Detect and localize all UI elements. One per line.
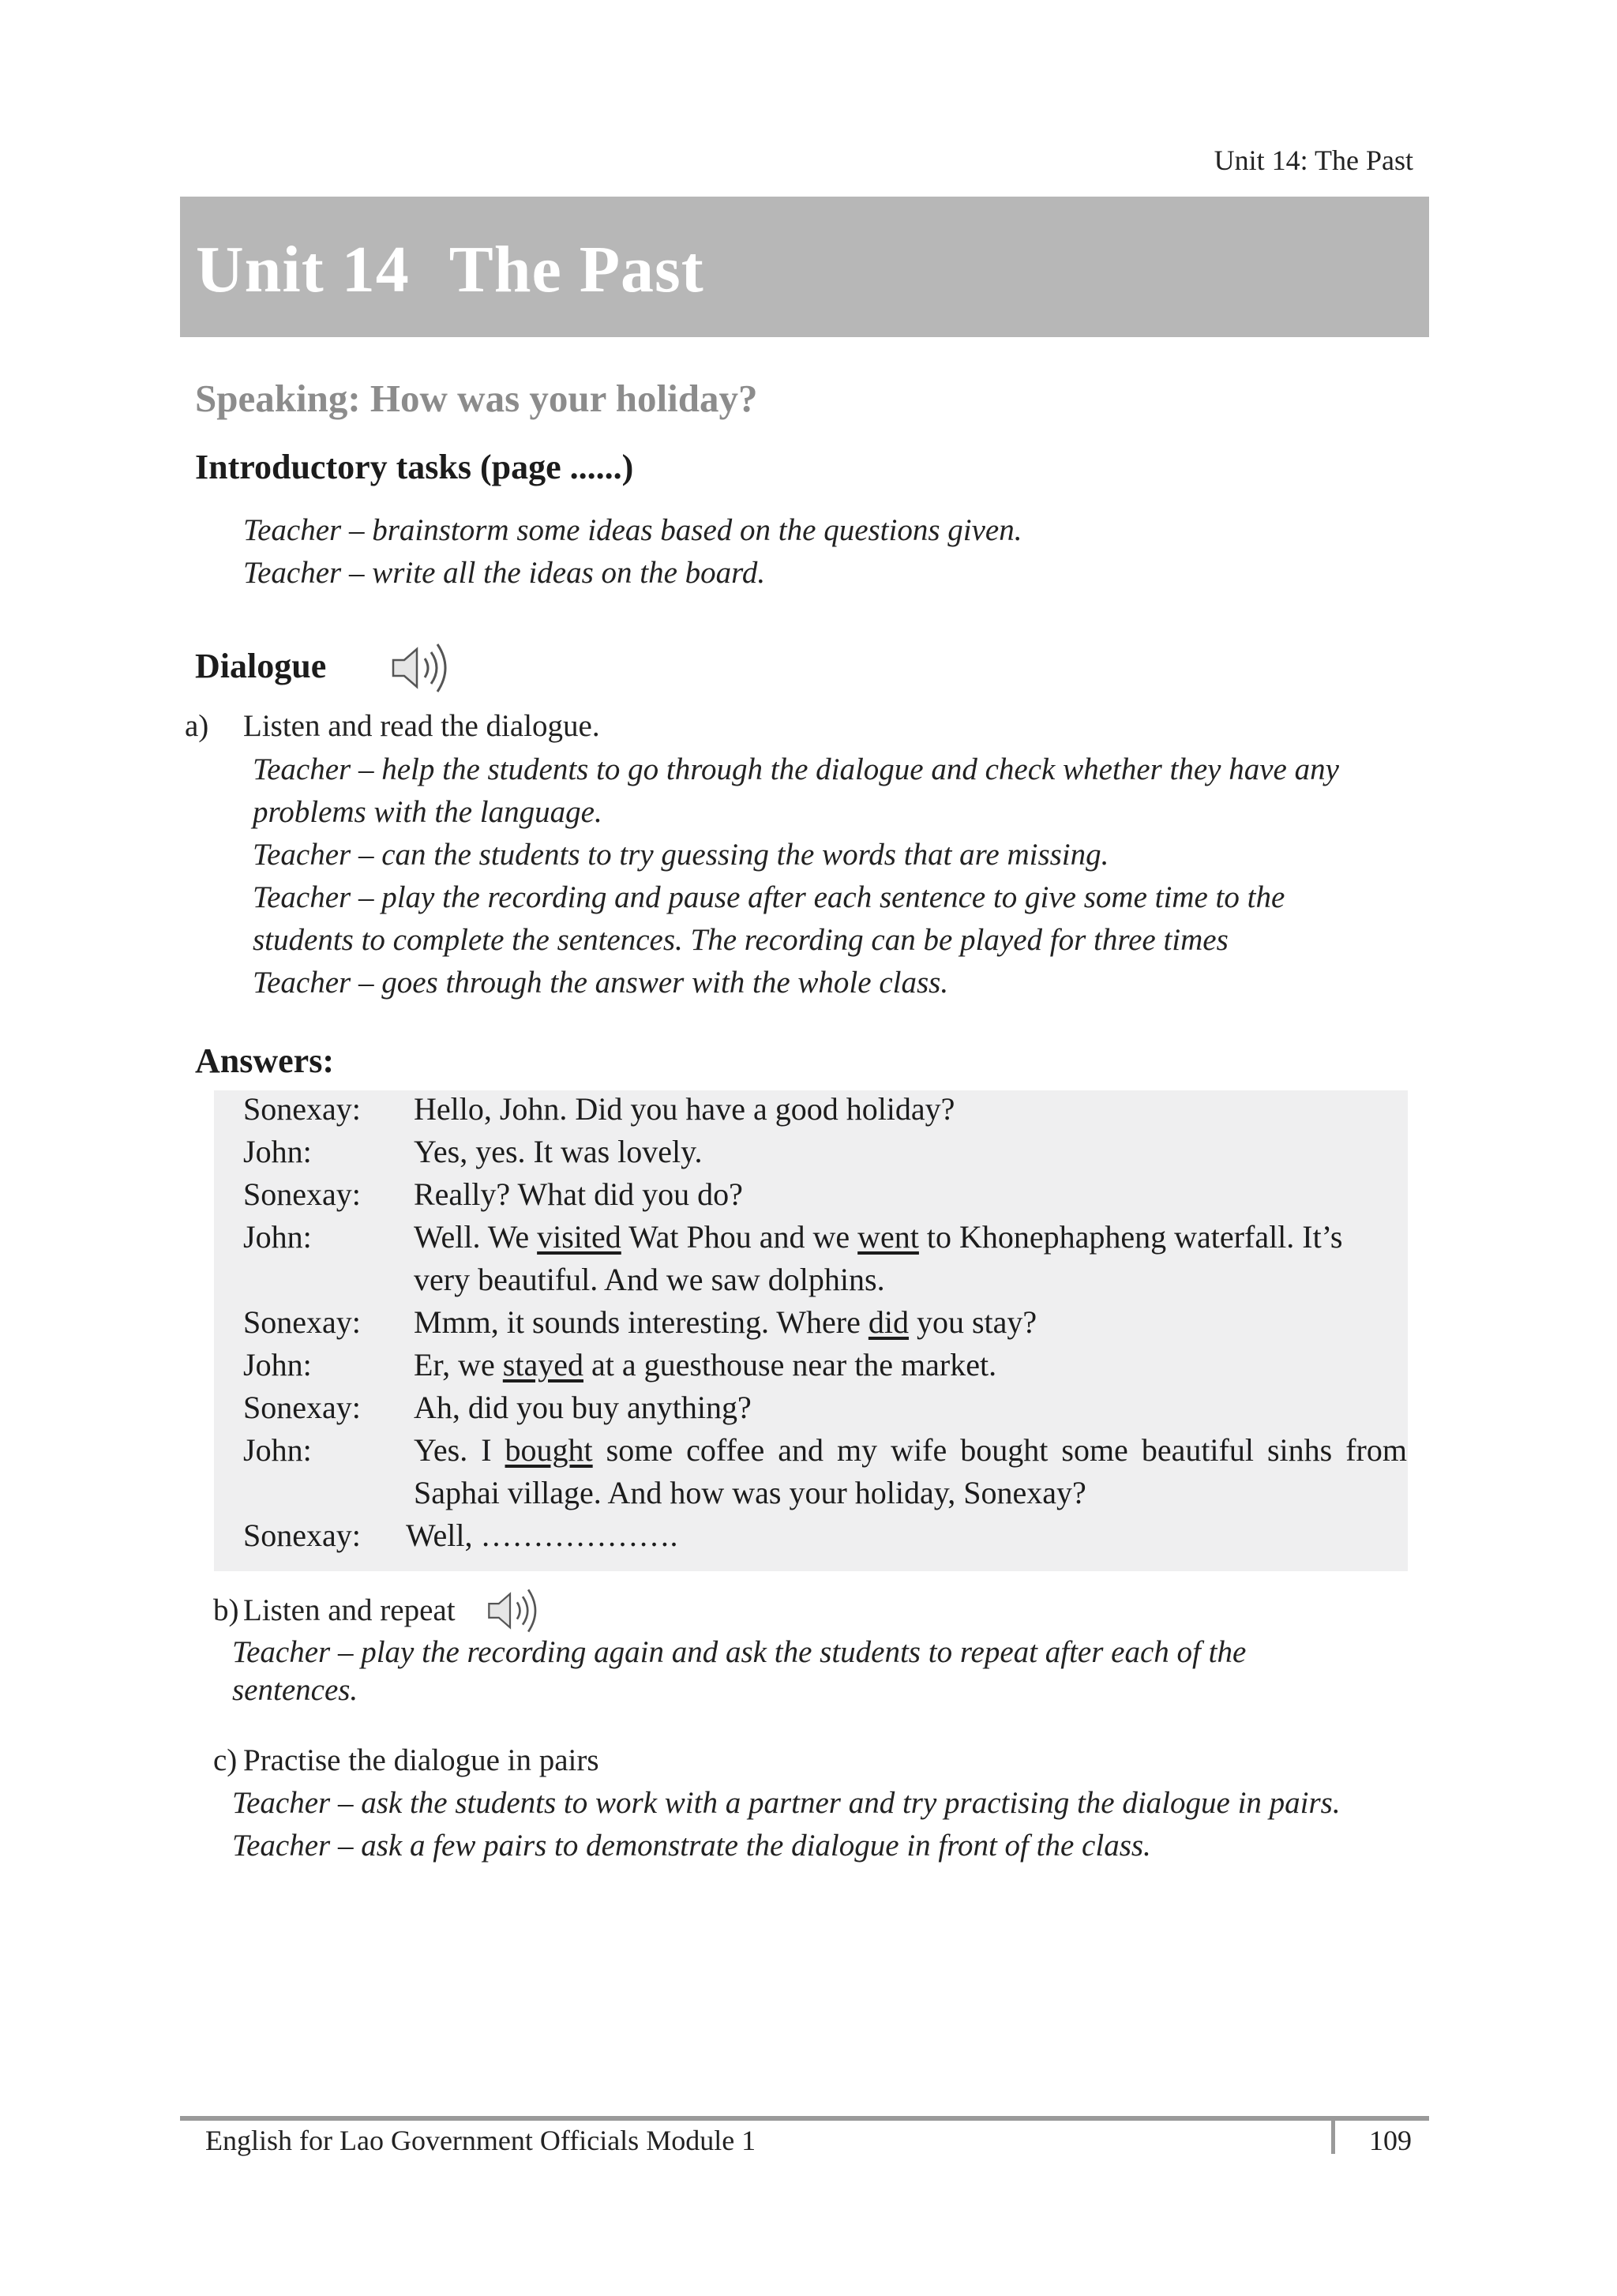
task-c-label: Practise the dialogue in pairs: [243, 1743, 599, 1777]
dialogue-line: Hello, John. Did you have a good holiday?: [414, 1091, 955, 1127]
unit-title: The Past: [448, 233, 704, 306]
answer-word: did: [868, 1304, 909, 1340]
intro-heading: Introductory tasks (page ......): [195, 448, 634, 486]
task-b-label: Listen and repeat: [243, 1593, 456, 1627]
task-c-note-1: Teacher – ask the students to work with a partner and try practising the dialogue in pairs.: [232, 1786, 1341, 1820]
answer-word: went: [857, 1219, 919, 1255]
dialogue-line: Mmm, it sounds interesting. Where did you stay?: [414, 1304, 1037, 1340]
task-b-note-2: sentences.: [232, 1673, 358, 1707]
task-a-note-4: Teacher – play the recording and pause after each sentence to give some time to the: [253, 880, 1285, 914]
answer-word: visited: [537, 1219, 621, 1255]
intro-note-2: Teacher – write all the ideas on the board.: [243, 556, 766, 590]
intro-note-1: Teacher – brainstorm some ideas based on the questions given.: [243, 513, 1022, 547]
dialogue-speaker: John:: [243, 1432, 312, 1468]
footer-divider: [1331, 2121, 1335, 2154]
answer-word: stayed: [502, 1347, 583, 1382]
dialogue-speaker: Sonexay:: [243, 1390, 361, 1425]
dialogue-line-cont: Saphai village. And how was your holiday, Sonexay?: [414, 1475, 1086, 1510]
answers-heading: Answers:: [195, 1041, 334, 1080]
dialogue-speaker: John:: [243, 1219, 312, 1255]
dialogue-speaker: Sonexay:: [243, 1176, 361, 1212]
task-c-note-2: Teacher – ask a few pairs to demonstrate the dialogue in front of the class.: [232, 1829, 1151, 1863]
task-a-letter: a): [185, 709, 209, 743]
dialogue-speaker: John:: [243, 1134, 312, 1169]
task-b-letter: b): [213, 1593, 239, 1627]
running-header: Unit 14: The Past: [1214, 144, 1413, 176]
dialogue-line: Really? What did you do?: [414, 1176, 743, 1212]
unit-heading: [196, 231, 704, 308]
dialogue-line: Yes, yes. It was lovely.: [414, 1134, 703, 1169]
section-title: Speaking: How was your holiday?: [195, 377, 758, 420]
page-number: 109: [1369, 2125, 1412, 2156]
task-c-letter: c): [213, 1743, 238, 1777]
dialogue-line: Well, ……………….: [406, 1518, 678, 1553]
task-a-note-5: students to complete the sentences. The recording can be played for three times: [253, 923, 1229, 957]
task-a-note-6: Teacher – goes through the answer with the whole class.: [253, 966, 949, 1000]
dialogue-speaker: John:: [243, 1347, 312, 1382]
dialogue-line: Ah, did you buy anything?: [414, 1390, 752, 1425]
dialogue-line-cont: very beautiful. And we saw dolphins.: [414, 1262, 885, 1297]
dialogue-speaker: Sonexay:: [243, 1091, 361, 1127]
dialogue-heading: Dialogue: [195, 647, 327, 685]
dialogue-speaker: Sonexay:: [243, 1304, 361, 1340]
task-a-note-3: Teacher – can the students to try guessing the words that are missing.: [253, 838, 1109, 872]
unit-banner: [180, 197, 1429, 337]
answer-word: bought: [505, 1432, 593, 1468]
task-b-note-1: Teacher – play the recording again and ask the students to repeat after each of the: [232, 1635, 1247, 1669]
speaker-icon[interactable]: [388, 636, 460, 703]
footer-rule: [180, 2116, 1429, 2121]
task-a-note-2: problems with the language.: [253, 795, 602, 829]
footer-book-title: English for Lao Government Officials Module 1: [205, 2125, 756, 2156]
unit-number: Unit 14: [196, 233, 410, 306]
task-a-note-1: Teacher – help the students to go through the dialogue and check whether they have any: [253, 752, 1339, 786]
dialogue-line: Yes. I bought some coffee and my wife bought some beautiful sinhs from: [414, 1432, 1407, 1468]
dialogue-line: Well. We visited Wat Phou and we went to Khonephapheng waterfall. It’s: [414, 1219, 1343, 1255]
dialogue-speaker: Sonexay:: [243, 1518, 361, 1553]
dialogue-line: Er, we stayed at a guesthouse near the market.: [414, 1347, 997, 1382]
task-a-label: Listen and read the dialogue.: [243, 709, 600, 743]
